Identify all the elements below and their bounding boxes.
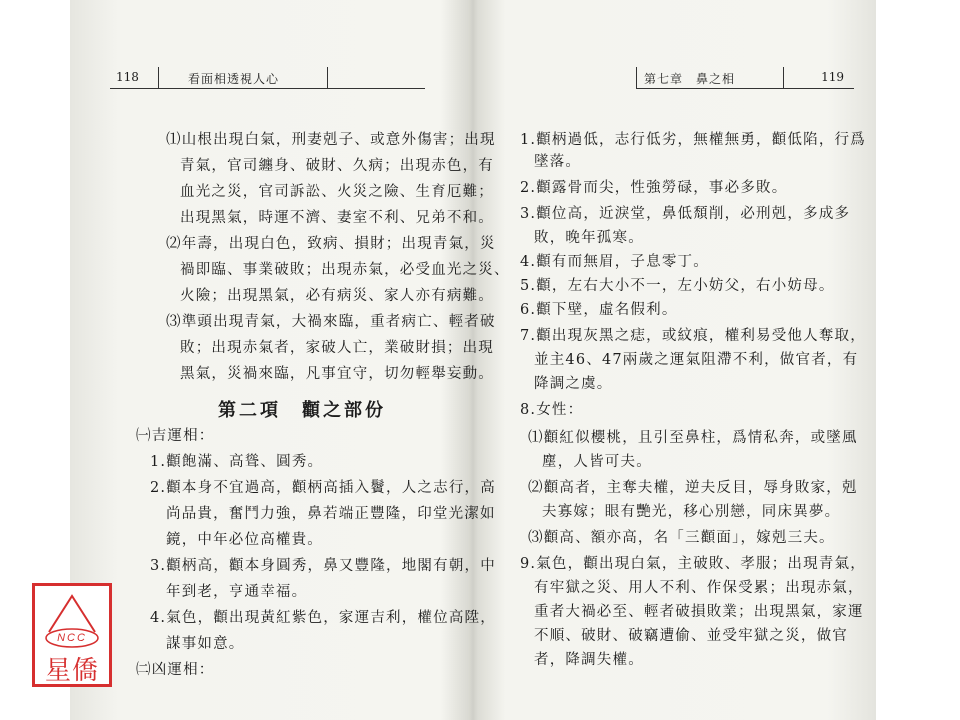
text-line: ⑴山根出現白氣，刑妻剋子、或意外傷害；出現 bbox=[166, 132, 496, 148]
text-line: 2.顴露骨而尖，性強勞碌，事必多敗。 bbox=[520, 180, 788, 196]
text-line: ⑴顴紅似櫻桃，且引至鼻柱，爲情私奔，或墜風 bbox=[528, 430, 858, 446]
text-line: 不順、破財、破竊遭偷、並受牢獄之災，做官 bbox=[534, 628, 848, 644]
text-line: ⑶顴高、額亦高，名「三顴面」，嫁剋三夫。 bbox=[528, 530, 835, 546]
text-line: 鏡，中年必位高權貴。 bbox=[166, 532, 323, 548]
text-line: 重者大禍必至、輕者破損敗業；出現黑氣，家運 bbox=[534, 604, 864, 620]
text-line: 出現黑氣，時運不濟、妻室不利、兄弟不和。 bbox=[180, 210, 494, 226]
left-page bbox=[70, 0, 510, 720]
chapter-title: 第七章 鼻之相 bbox=[644, 72, 736, 86]
text-line: 青氣，官司纏身、破財、久病；出現赤色，有 bbox=[180, 158, 494, 174]
text-line: 4.氣色，顴出現黃紅紫色，家運吉利，權位高陞， bbox=[150, 610, 496, 626]
right-page-number: 119 bbox=[821, 70, 844, 84]
text-line: 火險；出現黑氣，必有病災、家人亦有病難。 bbox=[180, 288, 494, 304]
text-line: 降調之虞。 bbox=[534, 376, 613, 392]
right-page bbox=[476, 0, 876, 720]
text-line: 有牢獄之災、用人不利、作保受累；出現赤氣， bbox=[534, 580, 864, 596]
open-book bbox=[70, 0, 876, 720]
text-line: 禍即臨、事業破敗；出現赤氣，必受血光之災、 bbox=[180, 262, 510, 278]
subsection-heading: ㈡凶運相： bbox=[136, 662, 215, 678]
left-page-header bbox=[110, 67, 425, 89]
text-line: 墜落。 bbox=[534, 154, 582, 170]
text-line: 尚品貴，奮鬥力強，鼻若端正豐隆，印堂光潔如 bbox=[166, 506, 496, 522]
text-line: 者，降調失權。 bbox=[534, 652, 644, 668]
text-line: 8.女性： bbox=[520, 402, 584, 418]
text-line: 敗，晚年孤寒。 bbox=[534, 230, 644, 246]
text-line: 3.顴位高，近淚堂，鼻低頹削，必刑剋，多成多 bbox=[520, 206, 851, 222]
text-line: 敗；出現赤氣者，家破人亡，業破財損；出現 bbox=[180, 340, 494, 356]
text-line: 4.顴有而無眉，子息零丁。 bbox=[520, 254, 709, 270]
text-line: 謀事如意。 bbox=[166, 636, 245, 652]
text-line: 並主46、47兩歲之運氣阻滯不利，做官者，有 bbox=[534, 352, 859, 368]
logo-text-en: NCC bbox=[57, 632, 87, 644]
text-line: 血光之災，官司訴訟、火災之險、生育厄難； bbox=[180, 184, 494, 200]
subsection-heading: ㈠吉運相： bbox=[136, 428, 215, 444]
text-line: 9.氣色，顴出現白氣，主破敗、孝服；出現青氣， bbox=[520, 556, 866, 572]
text-line: 3.顴柄高，顴本身圓秀，鼻又豐隆，地閣有朝，中 bbox=[150, 558, 496, 574]
text-line: 黑氣，災禍來臨，凡事宜守，切勿輕舉妄動。 bbox=[180, 366, 494, 382]
text-line: ⑵顴高者，主奪夫權，逆夫反目，辱身敗家，剋 bbox=[528, 480, 858, 496]
text-line: ⑵年壽，出現白色，致病、損財；出現青氣，災 bbox=[166, 236, 496, 252]
section-title: 第二項 顴之部份 bbox=[218, 400, 386, 421]
text-line: 塵，人皆可夫。 bbox=[542, 454, 652, 470]
logo-text-cn: 星僑 bbox=[44, 656, 99, 686]
right-page-header bbox=[636, 67, 854, 89]
text-line: 夫寡嫁；眼有艷光，移心別戀，同床異夢。 bbox=[542, 504, 841, 520]
running-title: 看面相透視人心 bbox=[188, 72, 280, 86]
text-line: 5.顴，左右大小不一，左小妨父，右小妨母。 bbox=[520, 278, 835, 294]
text-line: 2.顴本身不宜過高，顴柄高插入鬢，人之志行，高 bbox=[150, 480, 496, 496]
text-line: ⑶準頭出現青氣，大禍來臨，重者病亡、輕者破 bbox=[166, 314, 496, 330]
text-line: 1.顴飽滿、高聳、圓秀。 bbox=[150, 454, 324, 470]
left-page-number: 118 bbox=[116, 70, 139, 84]
text-line: 6.顴下壁，虛名假利。 bbox=[520, 302, 678, 318]
text-line: 1.顴柄過低，志行低劣，無權無勇，顴低陷，行爲 bbox=[520, 132, 866, 148]
text-line: 年到老，亨通幸福。 bbox=[166, 584, 308, 600]
text-line: 7.顴出現灰黑之痣，或紋痕，權利易受他人奪取， bbox=[520, 328, 866, 344]
ncc-logo bbox=[32, 583, 112, 687]
